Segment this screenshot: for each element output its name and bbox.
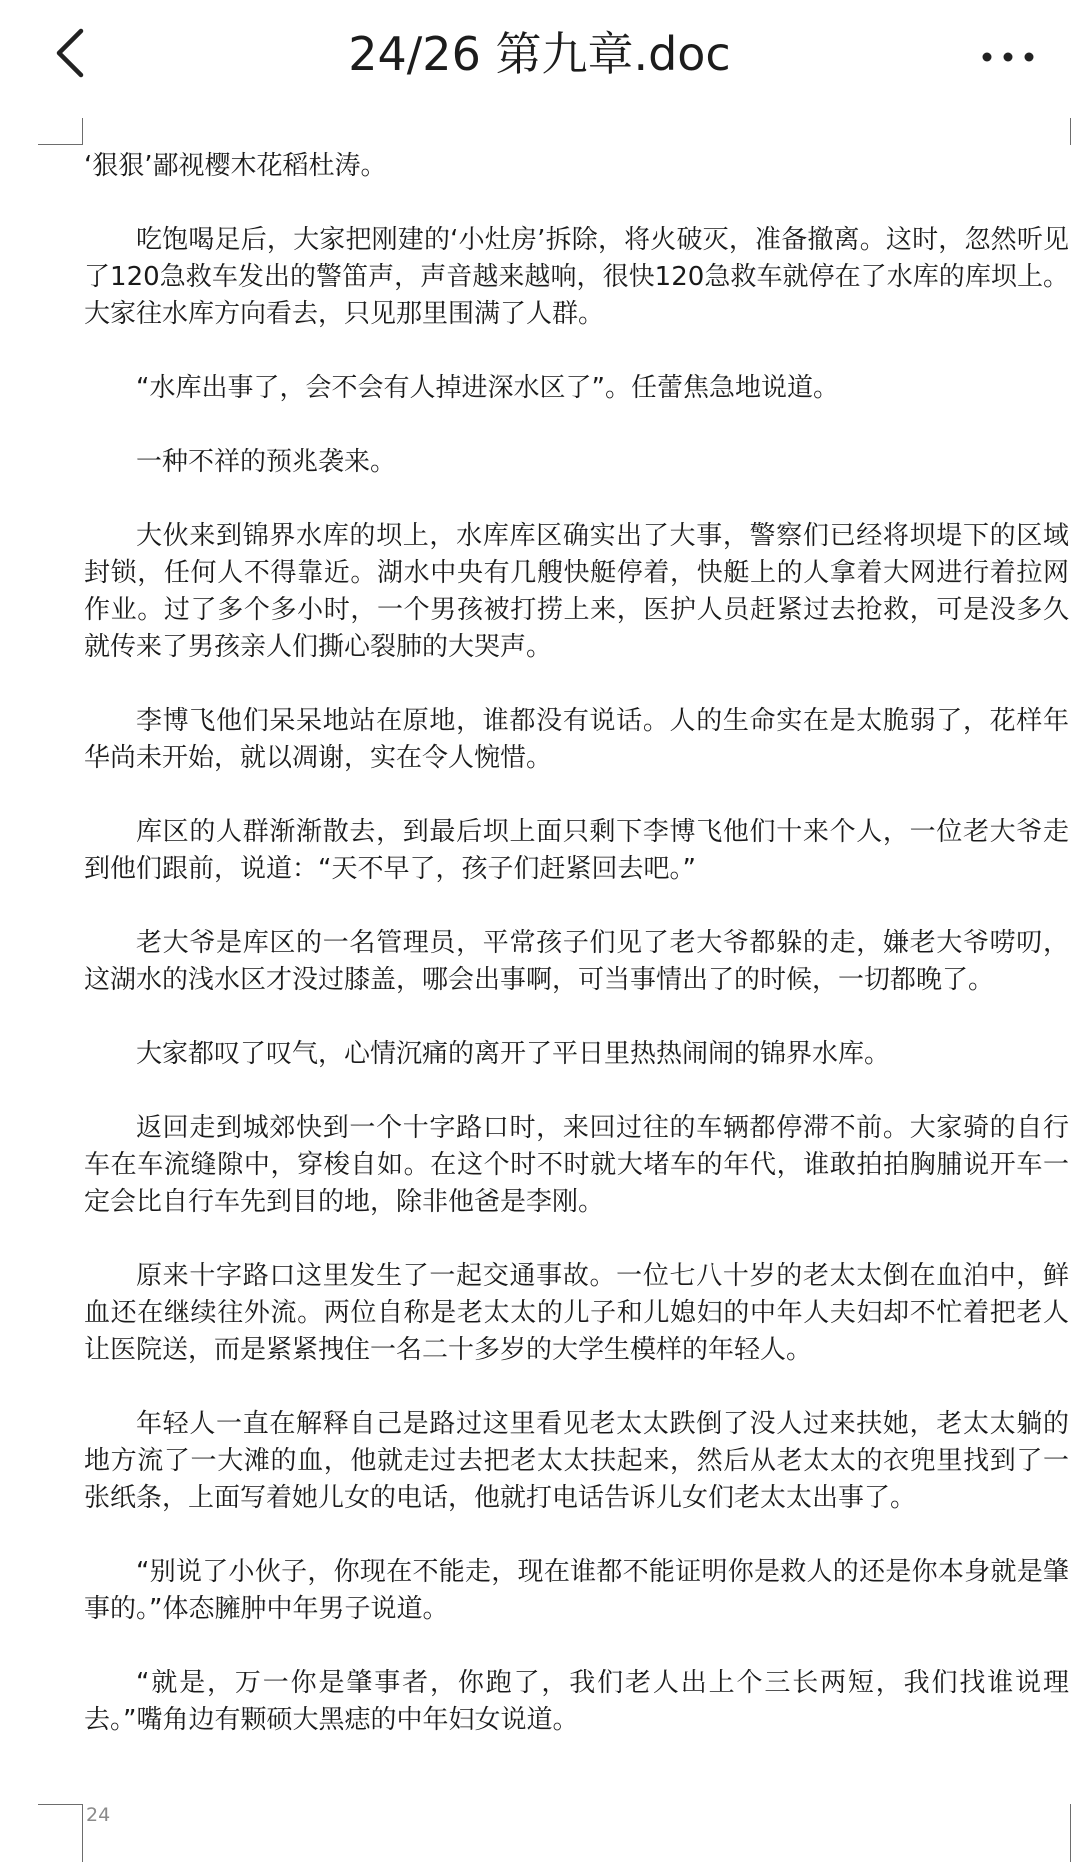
chevron-left-icon: [53, 27, 87, 83]
paragraph: “就是，万一你是肇事者，你跑了，我们老人出上个三长两短，我们找谁说理去。”嘴角边有颗硕大黑痣的中年妇女说道。: [84, 1668, 1069, 1735]
paragraph: 李博飞他们呆呆地站在原地，谁都没有说话。人的生命实在是太脆弱了，花样年华尚未开始，就以凋谢，实在令人惋惜。: [84, 706, 1069, 773]
paragraph: 大伙来到锦界水库的坝上，水库库区确实出了大事，警察们已经将坝堤下的区域封锁，任何人不得靠近。湖水中央有几艘快艇停着，快艇上的人拿着大网进行着拉网作业。过了多个多小时，一个男孩被打捞上来，医护人员赶紧过去抢救，可是没多久就传来了男孩亲人们撕心裂肺的大哭声。: [84, 521, 1069, 662]
document-body: [84, 148, 1069, 1776]
more-button[interactable]: [973, 22, 1043, 92]
paragraph: “别说了小伙子，你现在不能走，现在谁都不能证明你是救人的还是你本身就是肇事的。”体态臃肿中年男子说道。: [84, 1557, 1069, 1624]
page-number: 24: [86, 1804, 111, 1826]
paragraph: ‘狠狠’鄙视樱木花稻杜涛。: [84, 151, 387, 181]
top-bar: [0, 0, 1079, 119]
paragraph: 原来十字路口这里发生了一起交通事故。一位七八十岁的老太太倒在血泊中，鲜血还在继续往外流。两位自称是老太太的儿子和儿媳妇的中年人夫妇却不忙着把老人让医院送，而是紧紧拽住一名二十多岁的大学生模样的年轻人。: [84, 1261, 1069, 1365]
paragraph: 老大爷是库区的一名管理员，平常孩子们见了老大爷都躲的走，嫌老大爷唠叨，这湖水的浅水区才没过膝盖，哪会出事啊，可当事情出了的时候，一切都晚了。: [84, 928, 1069, 995]
paragraph: 吃饱喝足后，大家把刚建的‘小灶房’拆除，将火破灭，准备撤离。这时，忽然听见了120急救车发出的警笛声，声音越来越响，很快120急救车就停在了水库的库坝上。大家往水库方向看去，只见那里围满了人群。: [84, 225, 1069, 329]
more-horizontal-icon: [981, 48, 1035, 67]
paragraph: 一种不祥的预兆袭来。: [136, 447, 397, 477]
back-button[interactable]: [40, 20, 100, 90]
document-page[interactable]: [0, 118, 1079, 1862]
paragraph: 年轻人一直在解释自己是路过这里看见老太太跌倒了没人过来扶她，老太太躺的地方流了一大滩的血，他就走过去把老太太扶起来，然后从老太太的衣兜里找到了一张纸条，上面写着她儿女的电话，他就打电话告诉儿女们老太太出事了。: [84, 1409, 1069, 1513]
paragraph: 大家都叹了叹气，心情沉痛的离开了平日里热热闹闹的锦界水库。: [136, 1039, 891, 1069]
paragraph: 返回走到城郊快到一个十字路口时，来回过往的车辆都停滞不前。大家骑的自行车在车流缝隙中，穿梭自如。在这个时不时就大堵车的年代，谁敢拍拍胸脯说开车一定会比自行车先到目的地，除非他爸是李刚。: [84, 1113, 1069, 1217]
document-title: 24/26 第九章.doc: [348, 27, 731, 81]
paragraph: “水库出事了，会不会有人掉进深水区了”。任蕾焦急地说道。: [136, 373, 839, 403]
paragraph: 库区的人群渐渐散去，到最后坝上面只剩下李博飞他们十来个人，一位老大爷走到他们跟前，说道：“天不早了，孩子们赶紧回去吧。”: [84, 817, 1069, 884]
